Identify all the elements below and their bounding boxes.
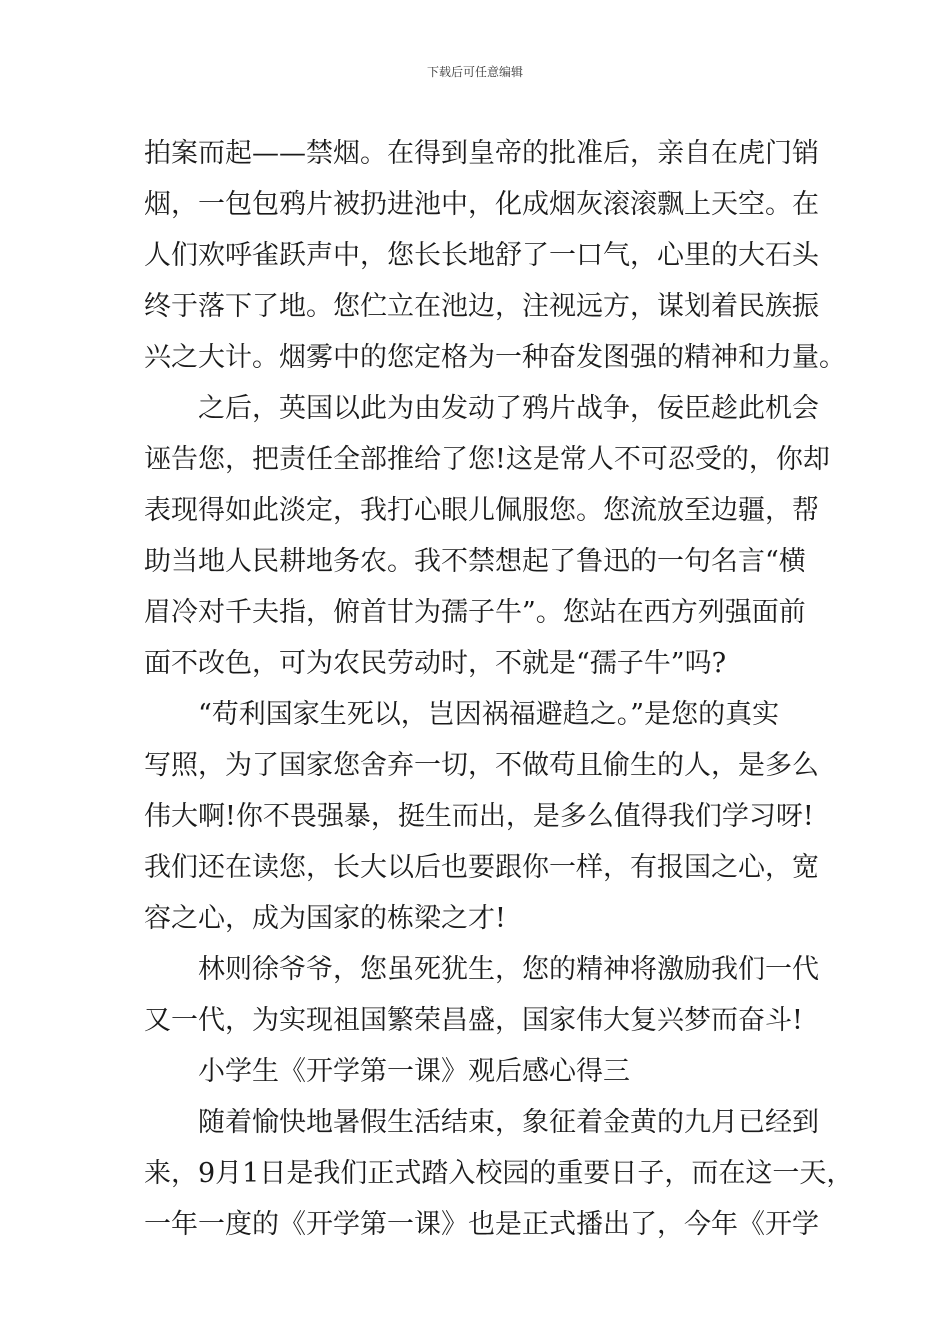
- text-line: 表现得如此淡定，我打心眼儿佩服您。您流放至边疆，帮: [144, 495, 819, 526]
- text-line: 拍案而起——禁烟。在得到皇帝的批准后，亲自在虎门销: [144, 138, 819, 169]
- text-line: “苟利国家生死以，岂因祸福避趋之。”是您的真实: [144, 699, 780, 730]
- text-line: 助当地人民耕地务农。我不禁想起了鲁迅的一句名言“横: [144, 546, 806, 577]
- text-line: 面不改色，可为农民劳动时，不就是“孺子牛”吗?: [144, 648, 727, 679]
- text-line: 诬告您，把责任全部推给了您!这是常人不可忍受的，你却: [144, 444, 830, 475]
- text-line: 写照，为了国家您舍弃一切，不做苟且偷生的人，是多么: [144, 750, 819, 781]
- text-line: 我们还在读您，长大以后也要跟你一样，有报国之心，宽: [144, 852, 819, 883]
- text-line: 人们欢呼雀跃声中，您长长地舒了一口气，心里的大石头: [144, 240, 819, 271]
- text-line: 兴之大计。烟雾中的您定格为一种奋发图强的精神和力量。: [144, 342, 846, 373]
- text-line: 之后，英国以此为由发动了鸦片战争，佞臣趁此机会: [144, 393, 819, 424]
- text-line: 一年一度的《开学第一课》也是正式播出了，今年《开学: [144, 1209, 819, 1240]
- text-line: 容之心，成为国家的栋梁之才!: [144, 903, 506, 934]
- section-heading: 小学生《开学第一课》观后感心得三: [144, 1056, 630, 1087]
- text-line: 终于落下了地。您伫立在池边，注视远方，谋划着民族振: [144, 291, 819, 322]
- page-header: 下载后可任意编辑: [426, 65, 523, 79]
- text-line: 来，9月1日是我们正式踏入校园的重要日子，而在这一天，: [144, 1158, 854, 1189]
- text-line: 又一代，为实现祖国繁荣昌盛，国家伟大复兴梦而奋斗!: [144, 1005, 803, 1036]
- text-line: 烟，一包包鸦片被扔进池中，化成烟灰滚滚飘上天空。在: [144, 189, 819, 220]
- text-line: 伟大啊!你不畏强暴，挺生而出，是多么值得我们学习呀!: [144, 801, 814, 832]
- text-line: 眉冷对千夫指，俯首甘为孺子牛”。您站在西方列强面前: [144, 597, 806, 628]
- text-line: 随着愉快地暑假生活结束，象征着金黄的九月已经到: [144, 1107, 819, 1138]
- document-body: [144, 128, 854, 1250]
- text-line: 林则徐爷爷，您虽死犹生，您的精神将激励我们一代: [144, 954, 819, 985]
